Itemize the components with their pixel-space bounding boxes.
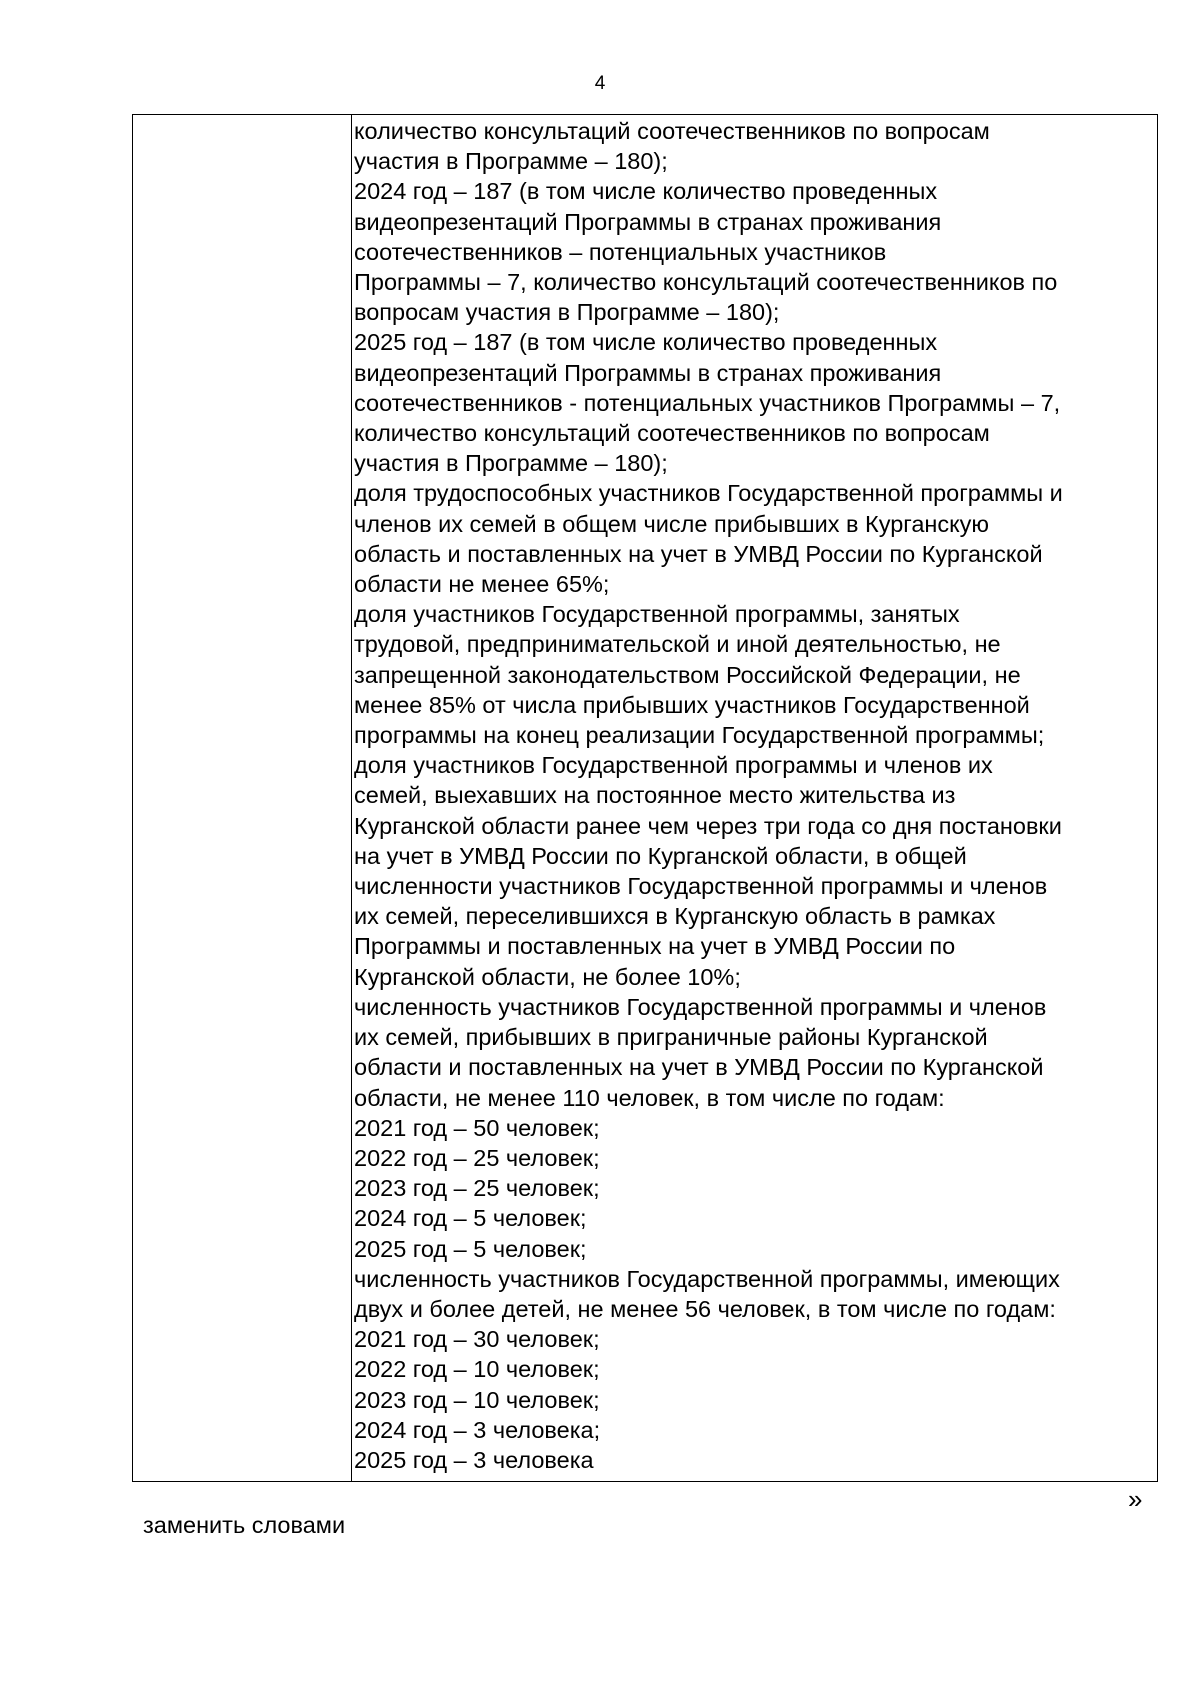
text-line: 2024 год – 187 (в том числе количество проведенных <box>354 178 938 205</box>
text-line: видеопрезентаций Программы в странах проживания <box>354 359 942 386</box>
text-line: соотечественников – потенциальных участников <box>354 238 887 265</box>
text-line: двух и более детей, не менее 56 человек, в том числе по годам: <box>354 1295 1056 1322</box>
text-line: участия в Программе – 180); <box>354 148 668 175</box>
table-right-cell <box>352 115 1157 1481</box>
text-line: Курганской области, не более 10%; <box>354 963 741 990</box>
text-line: количество консультаций соотечественников по вопросам <box>354 420 990 447</box>
text-line: их семей, переселившихся в Курганскую область в рамках <box>354 903 996 930</box>
text-line: трудовой, предпринимательской и иной деятельностью, не <box>354 631 1001 658</box>
text-line: видеопрезентаций Программы в странах проживания <box>354 208 942 235</box>
text-line: 2021 год – 30 человек; <box>354 1326 600 1353</box>
text-line: области не менее 65%; <box>354 571 610 598</box>
text-line: 2023 год – 25 человек; <box>354 1175 600 1202</box>
text-line: Программы – 7, количество консультаций соотечественников по <box>354 269 1058 296</box>
text-line: программы на конец реализации Государственной программы; <box>354 722 1045 749</box>
text-line: 2024 год – 5 человек; <box>354 1205 587 1232</box>
text-line: членов их семей в общем числе прибывших в Курганскую <box>354 510 990 537</box>
text-line: соотечественников - потенциальных участников Программы – 7, <box>354 389 1061 416</box>
text-line: 2022 год – 25 человек; <box>354 1144 600 1171</box>
text-line: 2025 год – 187 (в том числе количество проведенных <box>354 329 938 356</box>
text-line: 2022 год – 10 человек; <box>354 1356 600 1383</box>
text-line: 2025 год – 3 человека <box>354 1446 594 1473</box>
text-line: численности участников Государственной программы и членов <box>354 873 1048 900</box>
text-line: Программы и поставленных на учет в УМВД России по <box>354 933 956 960</box>
text-line: менее 85% от числа прибывших участников Государственной <box>354 691 1030 718</box>
text-line: Курганской области ранее чем через три года со дня постановки <box>354 812 1062 839</box>
replacement-instruction: заменить словами <box>143 1512 346 1538</box>
text-line: на учет в УМВД России по Курганской области, в общей <box>354 842 967 869</box>
text-line: их семей, прибывших в приграничные районы Курганской <box>354 1024 988 1051</box>
text-line: 2021 год – 50 человек; <box>354 1114 600 1141</box>
text-line: численность участников Государственной программы и членов <box>354 993 1047 1020</box>
text-line: вопросам участия в Программе – 180); <box>354 299 780 326</box>
text-line: область и поставленных на учет в УМВД России по Курганской <box>354 540 1043 567</box>
text-line: доля участников Государственной программы, занятых <box>354 601 960 628</box>
text-line: семей, выехавших на постоянное место жительства из <box>354 782 956 809</box>
table-left-cell <box>133 115 352 1481</box>
text-line: 2023 год – 10 человек; <box>354 1386 600 1413</box>
text-line: численность участников Государственной программы, имеющих <box>354 1265 1060 1292</box>
text-line: количество консультаций соотечественников по вопросам <box>354 118 990 144</box>
text-line: области и поставленных на учет в УМВД России по Курганской <box>354 1054 1044 1081</box>
document-table <box>132 114 1158 1482</box>
text-line: доля участников Государственной программы и членов их <box>354 752 993 779</box>
text-line: доля трудоспособных участников Государственной программы и <box>354 480 1063 507</box>
text-line: участия в Программе – 180); <box>354 450 668 477</box>
page-number: 4 <box>594 73 606 94</box>
text-line: 2024 год – 3 человека; <box>354 1416 601 1443</box>
text-line: области, не менее 110 человек, в том числе по годам: <box>354 1084 945 1111</box>
closing-quote: » <box>1128 1484 1143 1514</box>
text-line: запрещенной законодательством Российской Федерации, не <box>354 661 1021 688</box>
text-line: 2025 год – 5 человек; <box>354 1235 587 1262</box>
